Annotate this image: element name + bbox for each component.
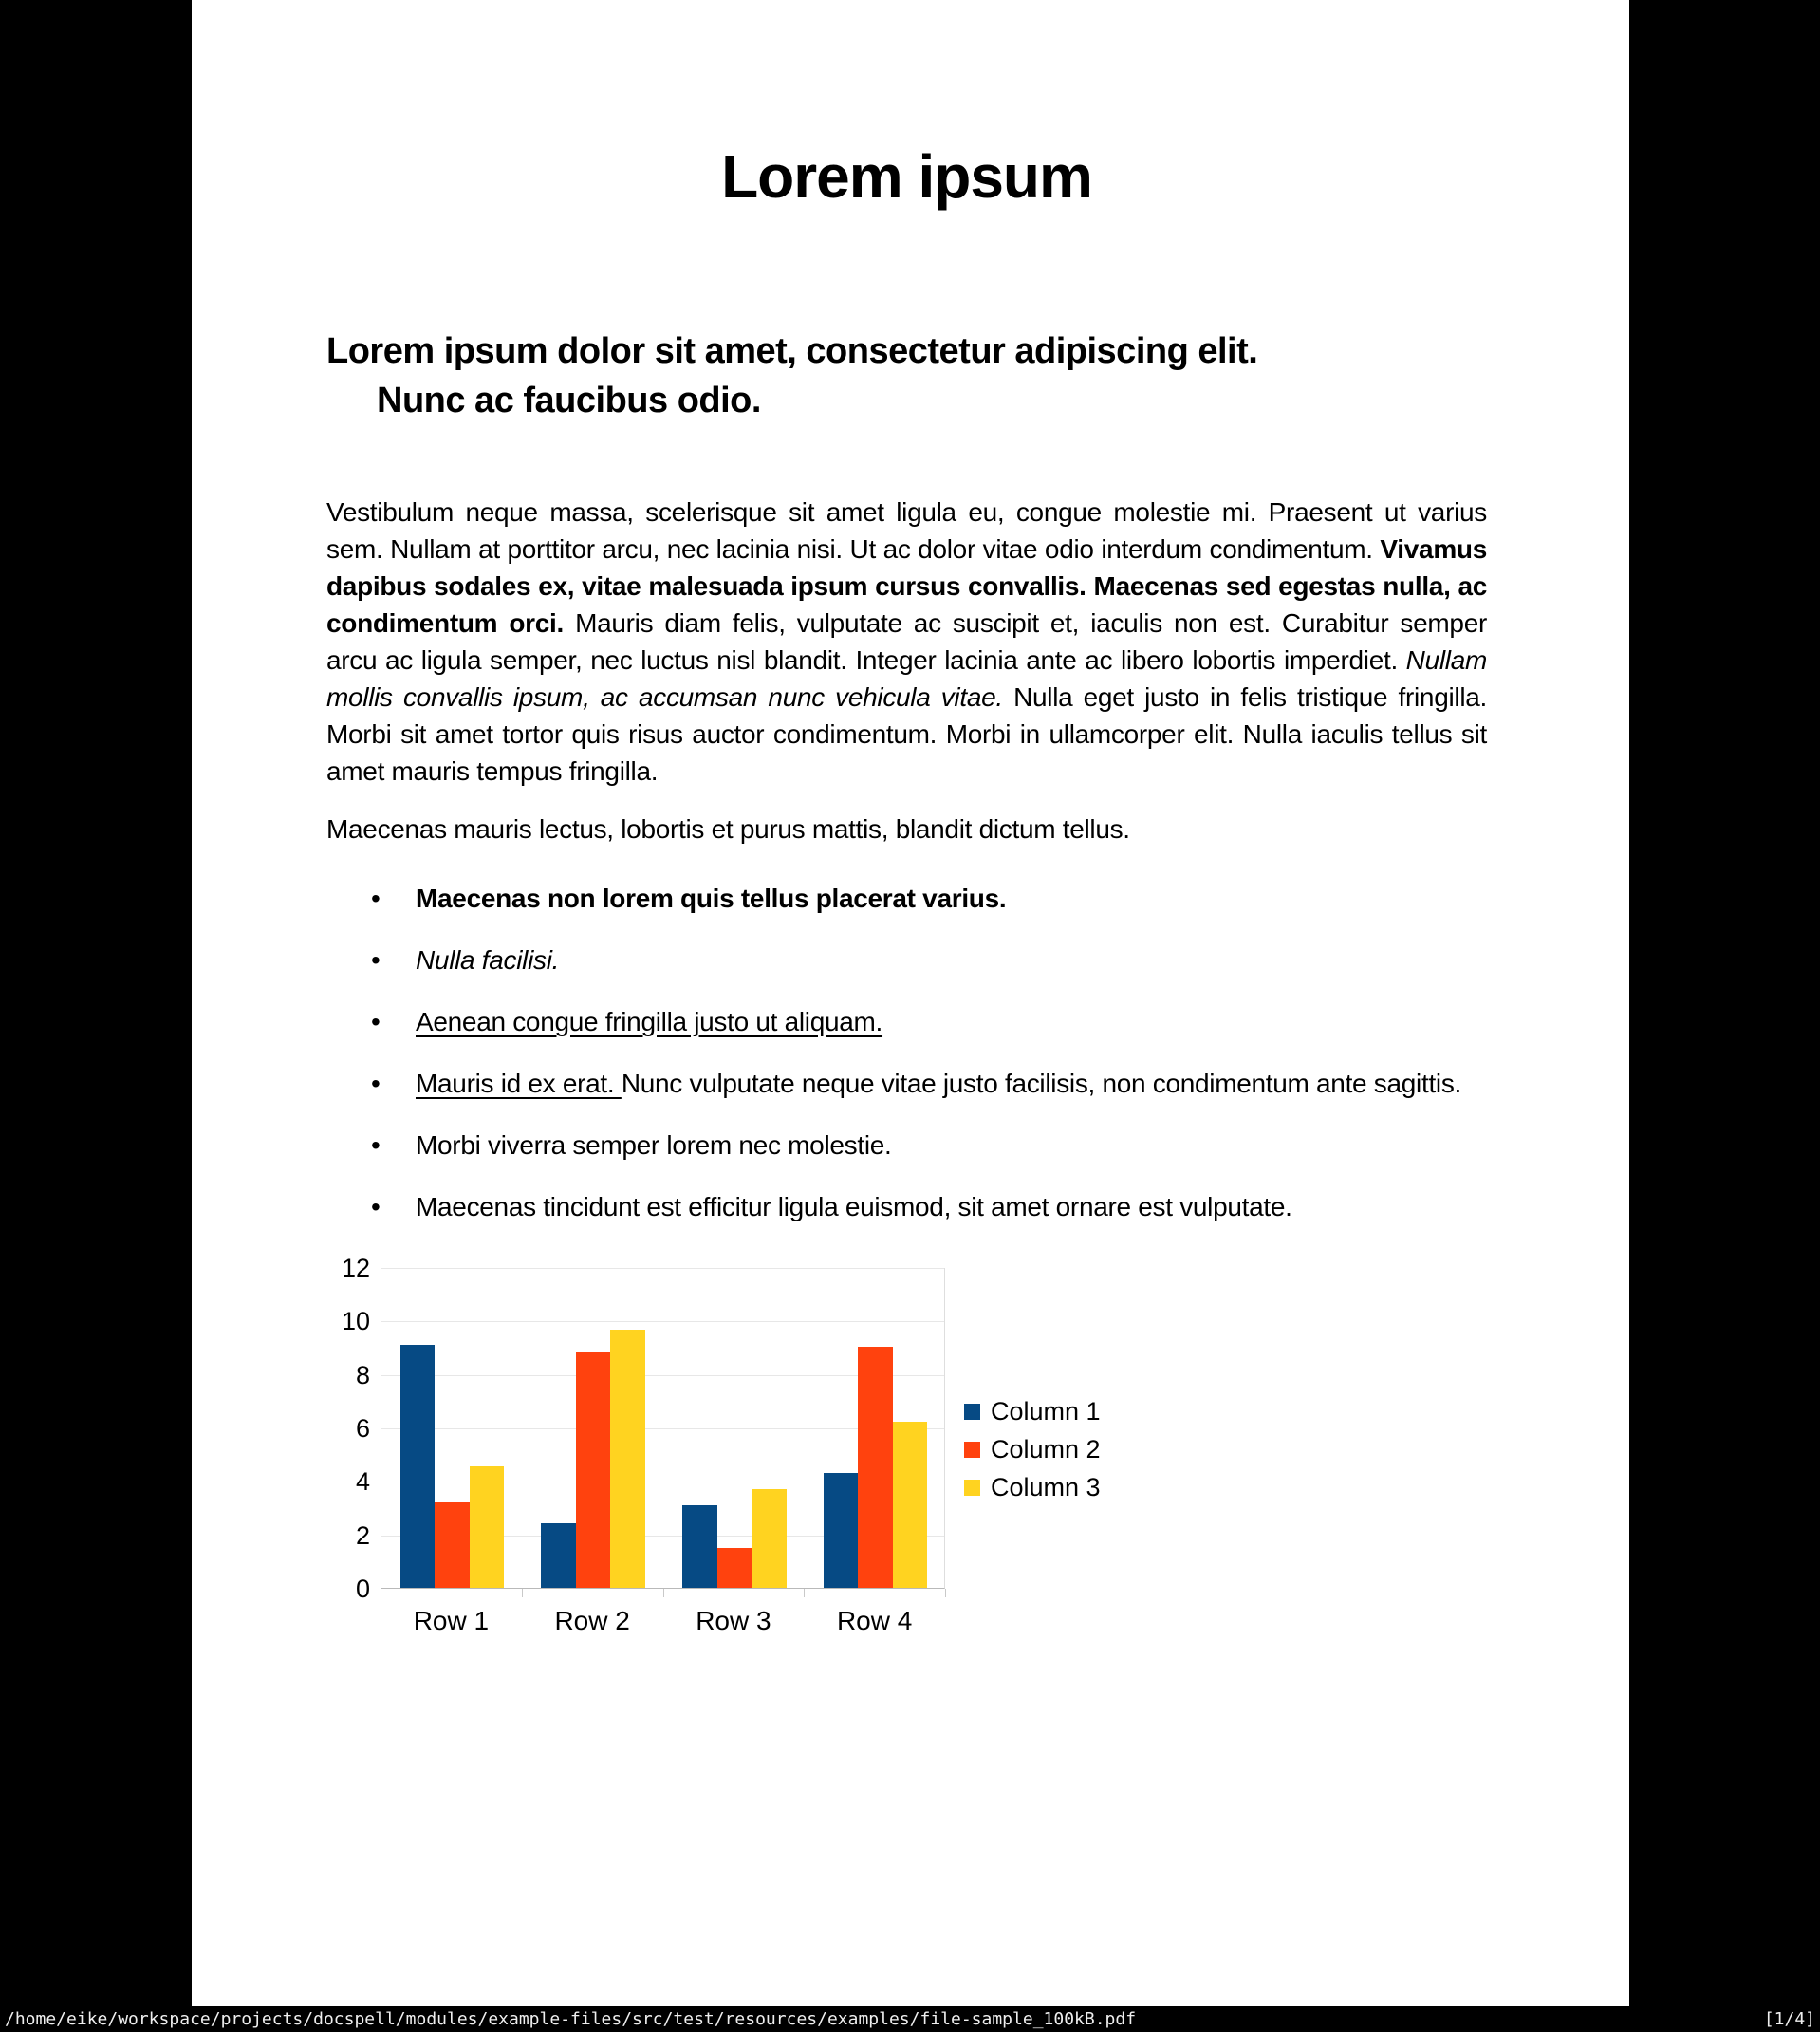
y-axis-tick-label: 6 bbox=[355, 1414, 370, 1443]
chart-bar bbox=[752, 1489, 787, 1588]
chart-bar bbox=[893, 1422, 928, 1588]
statusbar-page-indicator: [1/4] bbox=[1763, 2009, 1815, 2029]
chart-gridline bbox=[381, 1268, 944, 1269]
legend-item bbox=[964, 1430, 1101, 1468]
text-segment-normal: Nulla eget justo in felis tristique fringilla. Morbi sit amet tortor quis risus auctor condimentum. Morbi in ullamcorper elit. Nulla iaculis tellus sit amet mauris tempus fringilla. bbox=[326, 682, 1487, 786]
chart-plot-area bbox=[381, 1268, 945, 1589]
statusbar-file-path: /home/eike/workspace/projects/docspell/modules/example-files/src/test/resources/examples/file-sample_100kB.pdf bbox=[5, 2009, 1137, 2029]
y-axis-tick-label: 12 bbox=[341, 1254, 370, 1282]
chart-bar bbox=[717, 1548, 752, 1588]
legend-swatch bbox=[964, 1442, 980, 1458]
legend-item bbox=[964, 1392, 1101, 1430]
chart-bar bbox=[824, 1473, 859, 1588]
bullet-list bbox=[326, 880, 1487, 1225]
x-axis-category-label: Row 2 bbox=[554, 1606, 630, 1635]
bullet-item bbox=[416, 880, 1487, 917]
body-paragraph bbox=[326, 494, 1487, 790]
chart-legend bbox=[964, 1392, 1101, 1506]
chart-bar bbox=[610, 1330, 645, 1588]
heading-line: Lorem ipsum dolor sit amet, consectetur adipiscing elit. bbox=[326, 331, 1258, 371]
x-axis-tick bbox=[945, 1589, 946, 1597]
text-segment-bold: Maecenas non lorem quis tellus placerat varius. bbox=[416, 884, 1007, 913]
y-axis-tick-label: 4 bbox=[355, 1467, 370, 1497]
bar-chart bbox=[315, 1250, 1198, 1658]
x-axis-tick bbox=[804, 1589, 805, 1597]
legend-swatch bbox=[964, 1404, 980, 1420]
chart-gridline bbox=[381, 1321, 944, 1322]
pdf-page[interactable] bbox=[192, 0, 1629, 2006]
legend-label: Column 1 bbox=[991, 1396, 1101, 1426]
document-title: Lorem ipsum bbox=[721, 142, 1092, 211]
chart-bar bbox=[470, 1466, 505, 1588]
chart-bar bbox=[400, 1345, 436, 1588]
bullet-item bbox=[416, 1065, 1487, 1102]
y-axis-tick-label: 2 bbox=[355, 1520, 370, 1550]
chart-bar bbox=[858, 1347, 893, 1588]
text-segment-underline: Aenean congue fringilla justo ut aliquam. bbox=[416, 1007, 883, 1036]
text-segment-italic: Nullam mollis convallis ipsum, ac accumsan nunc vehicula vitae. bbox=[326, 645, 1487, 712]
x-axis-tick bbox=[522, 1589, 523, 1597]
chart-bar bbox=[541, 1523, 576, 1588]
text-segment-normal: Mauris diam felis, vulputate ac suscipit et, iaculis non est. Curabitur semper arcu ac ligula semper, nec luctus nisl blandit. Integer lacinia ante ac libero lobortis imperdiet. bbox=[326, 608, 1487, 675]
x-axis-tick bbox=[663, 1589, 664, 1597]
body-paragraph: Maecenas mauris lectus, lobortis et purus mattis, blandit dictum tellus. bbox=[326, 814, 1130, 844]
legend-label: Column 2 bbox=[991, 1434, 1101, 1463]
text-segment-normal: Maecenas tincidunt est efficitur ligula euismod, sit amet ornare est vulputate. bbox=[416, 1192, 1292, 1221]
bullet-item bbox=[416, 1127, 1487, 1164]
bullet-item bbox=[416, 1003, 1487, 1040]
x-axis-category-label: Row 4 bbox=[836, 1606, 913, 1635]
x-axis-category-label: Row 3 bbox=[696, 1606, 771, 1635]
text-segment-normal: Vestibulum neque massa, scelerisque sit amet ligula eu, congue molestie mi. Praesent ut varius sem. Nullam at porttitor arcu, nec lacinia nisi. Ut ac dolor vitae odio interdum condimentum. bbox=[326, 497, 1487, 564]
pdf-page-content bbox=[326, 0, 1487, 1658]
text-segment-normal: Nunc vulputate neque vitae justo facilisis, non condimentum ante sagittis. bbox=[621, 1069, 1462, 1098]
y-axis-tick-label: 0 bbox=[355, 1575, 370, 1603]
text-segment-underline: Mauris id ex erat. bbox=[416, 1069, 622, 1098]
text-segment-italic: Nulla facilisi. bbox=[416, 945, 560, 975]
bullet-item bbox=[416, 941, 1487, 979]
text-segment-normal: Morbi viverra semper lorem nec molestie. bbox=[416, 1130, 892, 1160]
text-segment-bold: Vivamus dapibus sodales ex, vitae malesuada ipsum cursus convallis. Maecenas sed egestas nulla, ac condimentum orci. bbox=[326, 534, 1487, 638]
chart-bar bbox=[576, 1352, 611, 1588]
bullet-item bbox=[416, 1188, 1487, 1225]
chart-bar bbox=[435, 1502, 470, 1588]
legend-item bbox=[964, 1468, 1101, 1506]
document-subheading bbox=[326, 326, 1487, 425]
y-axis-tick-label: 8 bbox=[355, 1360, 370, 1389]
y-axis-tick-label: 10 bbox=[341, 1307, 370, 1336]
chart-bar bbox=[682, 1505, 717, 1588]
heading-line: Nunc ac faucibus odio. bbox=[377, 381, 761, 420]
statusbar bbox=[0, 2006, 1820, 2032]
legend-swatch bbox=[964, 1480, 980, 1496]
x-axis-category-label: Row 1 bbox=[413, 1606, 490, 1635]
legend-label: Column 3 bbox=[991, 1472, 1101, 1501]
